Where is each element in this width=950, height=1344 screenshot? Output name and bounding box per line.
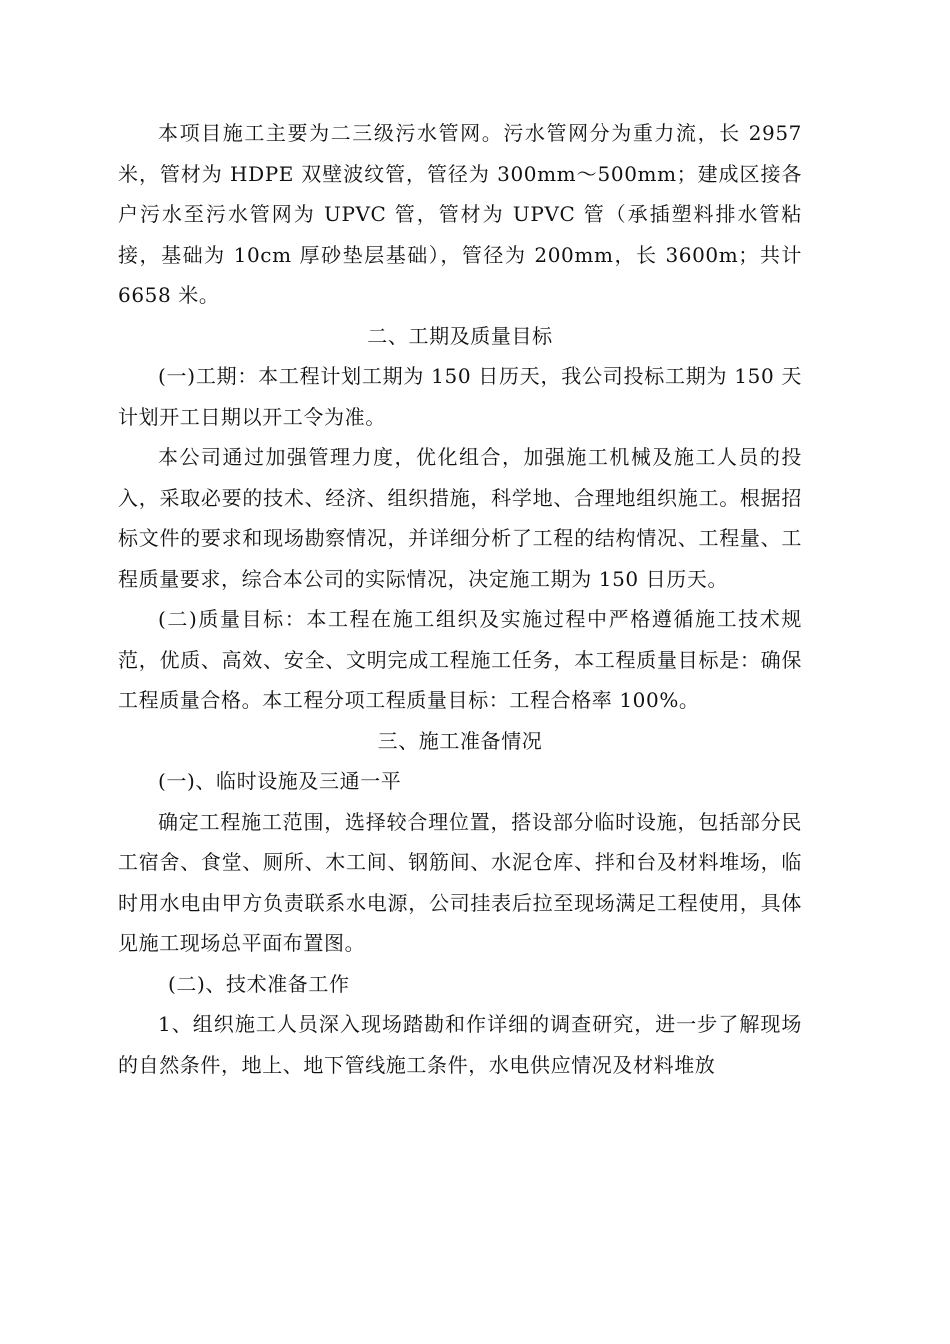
paragraph-site-survey: 1、组织施工人员深入现场踏勘和作详细的调查研究，进一步了解现场的自然条件，地上、地下管线施工条件，水电供应情况及材料堆放 <box>118 1012 802 1077</box>
paragraph-schedule: (一)工期：本工程计划工期为 150 日历天，我公司投标工期为 150 天计划开工日期以开工令为准。 <box>118 364 802 429</box>
subheading-technical-preparation: (二)、技术准备工作 <box>168 971 350 996</box>
subheading-temporary-facilities: (一)、临时设施及三通一平 <box>158 769 402 793</box>
document-page <box>118 113 802 1085</box>
section-heading-preparation: 三、施工准备情况 <box>377 728 543 753</box>
paragraph-temporary-facilities: 确定工程施工范围，选择较合理位置，搭设部分临时设施，包括部分民工宿舍、食堂、厕所、木工间、钢筋间、水泥仓库、拌和台及材料堆场，临时用水电由甲方负责联系水电源，公司挂表后拉至现场满足工程使用，具体见施工现场总平面布置图。 <box>118 809 802 955</box>
paragraph-quality-target: (二)质量目标：本工程在施工组织及实施过程中严格遵循施工技术规范，优质、高效、安全、文明完成工程施工任务，本工程质量目标是：确保工程质量合格。本工程分项工程质量目标：工程合格率 100%。 <box>118 607 802 712</box>
paragraph-project-overview: 本项目施工主要为二三级污水管网。污水管网分为重力流，长 2957 米，管材为 HDPE 双壁波纹管，管径为 300mm～500mm；建成区接各户污水至污水管网为 UPVC 管，管材为 UPVC 管（承插塑料排水管粘接，基础为 10cm 厚砂垫层基础），管径为 200mm，长 3600m；共计 6658 米。 <box>118 121 802 307</box>
section-heading-schedule-quality: 二、工期及质量目标 <box>367 323 553 348</box>
paragraph-management: 本公司通过加强管理力度，优化组合，加强施工机械及施工人员的投入，采取必要的技术、经济、组织措施，科学地、合理地组织施工。根据招标文件的要求和现场勘察情况，并详细分析了工程的结构情况、工程量、工程质量要求，综合本公司的实际情况，决定施工期为 150 日历天。 <box>118 445 802 591</box>
